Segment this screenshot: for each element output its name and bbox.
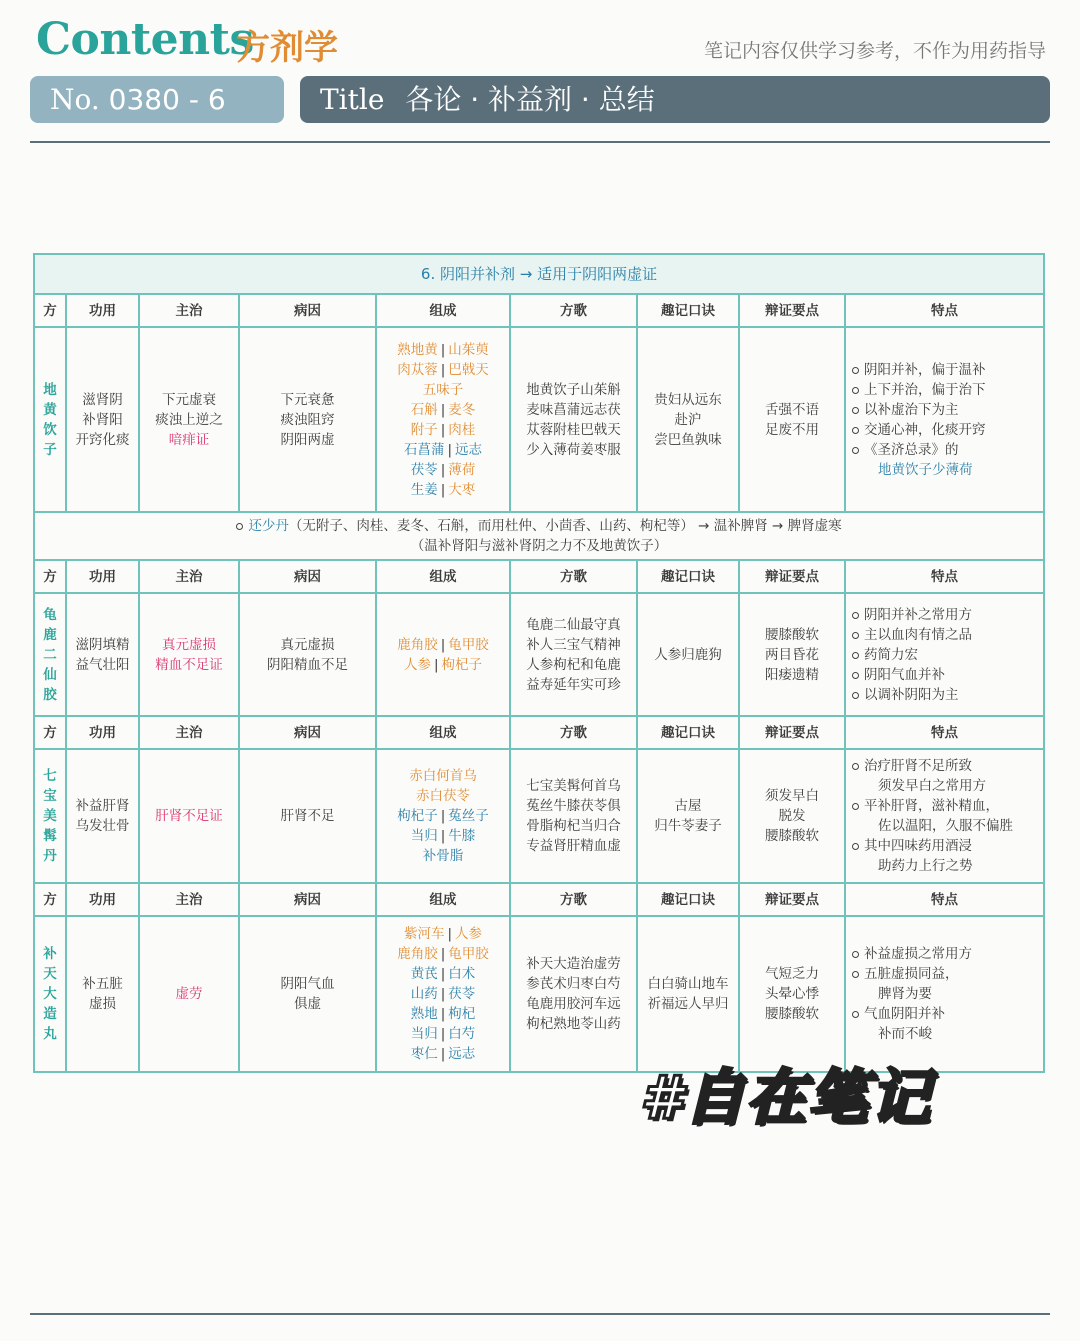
section-title: 6. 阴阳并补剂 → 适用于阴阳两虚证 (34, 254, 1044, 294)
herb-separator: | (440, 828, 446, 844)
verse-cell-line: 少入薄荷姜枣服 (526, 441, 621, 458)
feature-item: 上下并治，偏于治下 (852, 380, 1041, 400)
herb: 龟甲胶 (448, 636, 489, 653)
feature-item: 阴阳并补，偏于温补 (852, 360, 1041, 380)
mnemonic-cell-line: 古屋 (674, 798, 702, 814)
column-header: 方歌 (510, 560, 637, 593)
etiology-cell-line: 阴阳两虚 (280, 431, 335, 448)
mnemonic-cell (637, 593, 739, 716)
herb: 黄芪 (410, 966, 438, 982)
herb-separator: | (440, 1026, 446, 1042)
function-cell (66, 749, 139, 883)
column-header: 趣记口诀 (637, 560, 739, 593)
feature-item: 助药力上行之势 (878, 858, 973, 874)
column-header: 功用 (66, 716, 139, 749)
function-cell (66, 593, 139, 716)
feature-item: 须发早白之常用方 (878, 778, 986, 794)
verse-cell (510, 916, 637, 1072)
column-header: 组成 (376, 560, 510, 593)
herb: 肉苁蓉 (397, 361, 438, 378)
herb: 牛膝 (448, 828, 476, 844)
etiology-cell-line: 痰浊阻窍 (280, 411, 335, 428)
column-header: 特点 (845, 294, 1044, 327)
column-header: 主治 (139, 716, 239, 749)
herb: 当归 (410, 828, 438, 844)
herb-separator: | (447, 441, 453, 458)
mnemonic-cell-line: 祈福远人早归 (647, 996, 729, 1012)
column-header: 主治 (139, 883, 239, 916)
note-line-1: （无附子、肉桂、麦冬、石斛，而用杜仲、小茴香、山药、枸杞等） → 温补脾肾 → 脾肾虚寒 (288, 518, 842, 534)
function-cell-line: 滋阴填精 (75, 636, 130, 653)
column-header: 辩证要点 (739, 294, 845, 327)
herb: 菟丝子 (448, 808, 489, 824)
herb-separator: | (440, 401, 446, 418)
column-header: 病因 (239, 294, 376, 327)
formula-row (34, 327, 1044, 512)
feature-item: 平补肝肾，滋补精血， (852, 796, 1041, 816)
feature-item: 以补虚治下为主 (852, 400, 1041, 420)
function-cell-line: 益气壮阳 (75, 656, 130, 673)
mnemonic-cell-line: 尝巴鱼孰味 (654, 431, 722, 448)
indication-cell-line: 肝肾不足证 (155, 808, 223, 824)
column-header-row (34, 716, 1044, 749)
title-box (300, 76, 1050, 123)
verse-cell-line: 专益肾肝精血虚 (526, 838, 621, 854)
column-header-row (34, 560, 1044, 593)
feature-item: 阴阳并补之常用方 (852, 605, 1041, 625)
column-header: 组成 (376, 294, 510, 327)
column-header: 方 (34, 883, 66, 916)
herb-separator: | (440, 421, 446, 438)
feature-item: 主以血肉有情之品 (852, 625, 1041, 645)
verse-cell-line: 益寿延年实可珍 (526, 676, 621, 693)
key-points-cell (739, 749, 845, 883)
key-points-cell-line: 舌强不语 (765, 401, 819, 418)
features-list (848, 605, 1041, 705)
formula-table (33, 253, 1045, 1073)
formula-name-text: 补天大造丸 (43, 946, 57, 1042)
key-points-cell-line: 两目昏花 (765, 646, 819, 663)
feature-item: 交通心神，化痰开窍 (852, 420, 1041, 440)
herb: 枣仁 (410, 1046, 438, 1062)
note-formula-name: 还少丹 (248, 518, 289, 534)
function-cell-line: 补益肝肾 (75, 798, 130, 814)
etiology-cell (239, 749, 376, 883)
herb: 枸杞子 (397, 808, 438, 824)
note-row (34, 512, 1044, 560)
formula-name (34, 593, 66, 716)
bottom-divider (30, 1313, 1050, 1315)
herb: 熟地 (410, 1006, 438, 1022)
herb: 赤白何首乌 (409, 768, 477, 784)
key-points-cell-line: 足废不用 (765, 421, 819, 438)
etiology-cell-line: 阴阳气血 (280, 976, 335, 992)
feature-item: 《圣济总录》的 (852, 440, 1041, 460)
mnemonic-cell-line: 归牛苓妻子 (654, 818, 722, 834)
herb: 熟地黄 (397, 341, 438, 358)
table-body (34, 254, 1044, 1072)
column-header-row (34, 883, 1044, 916)
key-points-cell-line: 气短乏力 (765, 966, 819, 982)
column-header: 方 (34, 294, 66, 327)
verse-cell (510, 593, 637, 716)
herb-separator: | (440, 1006, 446, 1022)
bullet-icon (236, 523, 243, 530)
etiology-cell-line: 阴阳精血不足 (267, 656, 348, 673)
feature-item: 阴阳气血并补 (852, 665, 1041, 685)
key-points-cell-line: 须发早白 (765, 788, 819, 804)
column-header: 病因 (239, 883, 376, 916)
herb: 茯苓 (410, 461, 438, 478)
column-header: 病因 (239, 560, 376, 593)
feature-item: 补益虚损之常用方 (852, 944, 1041, 964)
indication-cell (139, 916, 239, 1072)
function-cell-line: 乌发壮骨 (75, 818, 130, 834)
top-divider (30, 141, 1050, 143)
key-points-cell-line: 头晕心悸 (765, 986, 819, 1002)
herb: 远志 (455, 441, 483, 458)
indication-cell-line: 精血不足证 (155, 656, 223, 673)
herb: 石菖蒲 (403, 441, 445, 458)
key-points-cell-line: 脱发 (778, 808, 806, 824)
column-header: 功用 (66, 883, 139, 916)
formula-name (34, 916, 66, 1072)
herb: 白术 (448, 966, 476, 982)
herb: 赤白茯苓 (416, 788, 470, 804)
contents-heading: Contents (36, 14, 254, 65)
mnemonic-cell-line: 白白骑山地车 (647, 976, 729, 992)
verse-cell-line: 麦味菖蒲远志茯 (526, 401, 621, 418)
key-points-cell-line: 腰膝酸软 (765, 626, 819, 643)
etiology-cell-line: 真元虚损 (280, 636, 335, 653)
note-number-box (30, 76, 284, 123)
title-label: Title (320, 83, 385, 116)
note-line-2: （温补肾阳与滋补肾阴之力不及地黄饮子） (410, 538, 668, 554)
herb-separator: | (440, 636, 446, 653)
verse-cell (510, 327, 637, 512)
herb: 紫河车 (403, 926, 445, 942)
verse-cell-line: 龟鹿二仙最守真 (526, 616, 621, 633)
subject-heading: 方剂学 (236, 28, 338, 68)
column-header: 特点 (845, 716, 1044, 749)
function-cell (66, 327, 139, 512)
herb: 石斛 (410, 401, 438, 418)
etiology-cell-line: 俱虚 (294, 996, 321, 1012)
composition-cell (376, 749, 510, 883)
indication-cell-line: 虚劳 (175, 986, 203, 1002)
mnemonic-cell-line: 赴沪 (674, 411, 702, 428)
column-header-row (34, 294, 1044, 327)
herb: 肉桂 (448, 421, 476, 438)
herb: 远志 (448, 1046, 476, 1062)
verse-cell-line: 补人三宝气精神 (526, 636, 621, 653)
formula-name-text: 七宝美髯丹 (43, 768, 57, 864)
herb: 大枣 (448, 481, 476, 498)
column-header: 组成 (376, 716, 510, 749)
column-header: 方歌 (510, 716, 637, 749)
watermark: #自在笔记 (640, 1063, 932, 1133)
herb: 鹿角胶 (397, 946, 438, 962)
feature-item: 补而不峻 (878, 1026, 932, 1042)
column-header: 特点 (845, 883, 1044, 916)
herb: 生姜 (410, 481, 438, 498)
indication-cell (139, 749, 239, 883)
function-cell-line: 虚损 (89, 996, 116, 1012)
feature-item: 地黄饮子少薄荷 (878, 461, 973, 478)
herb: 麦冬 (448, 401, 476, 418)
key-points-cell-line: 腰膝酸软 (765, 1006, 819, 1022)
etiology-cell-line: 下元衰惫 (280, 391, 335, 408)
herb-separator: | (433, 656, 439, 673)
herb: 鹿角胶 (397, 636, 438, 653)
herb-separator: | (440, 341, 446, 358)
features-cell (845, 916, 1044, 1072)
etiology-cell-line: 肝肾不足 (280, 808, 335, 824)
herb-separator: | (447, 926, 453, 942)
feature-item: 脾肾为要 (878, 986, 932, 1002)
herb: 山茱萸 (448, 341, 489, 358)
column-header: 辩证要点 (739, 716, 845, 749)
herb: 枸杞 (448, 1006, 476, 1022)
features-list (848, 944, 1041, 1044)
key-points-cell (739, 327, 845, 512)
column-header: 趣记口诀 (637, 883, 739, 916)
herb: 枸杞子 (441, 656, 483, 673)
etiology-cell (239, 593, 376, 716)
column-header: 病因 (239, 716, 376, 749)
function-cell-line: 补肾阳 (82, 411, 123, 428)
no-value: 0380 - 6 (108, 83, 226, 116)
feature-item: 气血阴阳并补 (852, 1004, 1041, 1024)
formula-name (34, 327, 66, 512)
herb: 山药 (410, 986, 438, 1002)
etiology-cell (239, 916, 376, 1072)
key-points-cell (739, 916, 845, 1072)
formula-name-text: 龟鹿二仙胶 (43, 606, 57, 703)
etiology-cell (239, 327, 376, 512)
herb: 补骨脂 (422, 848, 464, 864)
indication-cell-line: 喑痱证 (168, 431, 210, 448)
formula-row (34, 593, 1044, 716)
disclaimer-note: 笔记内容仅供学习参考，不作为用药指导 (703, 40, 1046, 62)
herb: 茯苓 (448, 986, 476, 1002)
column-header: 方 (34, 716, 66, 749)
function-cell (66, 916, 139, 1072)
indication-cell-line: 真元虚损 (162, 636, 216, 653)
column-header: 组成 (376, 883, 510, 916)
features-cell (845, 749, 1044, 883)
formula-name-text: 地黄饮子 (43, 381, 57, 458)
mnemonic-cell-line: 贵妇从远东 (654, 391, 722, 408)
column-header: 趣记口诀 (637, 716, 739, 749)
verse-cell-line: 七宝美髯何首乌 (526, 778, 621, 794)
formula-name (34, 749, 66, 883)
function-cell-line: 滋肾阴 (82, 391, 123, 408)
verse-cell-line: 地黄饮子山茱斛 (526, 381, 621, 398)
herb-separator: | (440, 946, 446, 962)
column-header: 特点 (845, 560, 1044, 593)
herb-separator: | (440, 966, 446, 982)
herb: 当归 (410, 1026, 438, 1042)
verse-cell-line: 骨脂枸杞当归合 (526, 818, 621, 834)
herb-separator: | (440, 461, 446, 478)
mnemonic-cell (637, 916, 739, 1072)
herb: 五味子 (422, 381, 464, 398)
column-header: 主治 (139, 560, 239, 593)
herb: 人参 (455, 926, 483, 942)
indication-cell (139, 327, 239, 512)
features-cell (845, 327, 1044, 512)
column-header: 主治 (139, 294, 239, 327)
composition-cell (376, 327, 510, 512)
mnemonic-cell (637, 749, 739, 883)
key-points-cell-line: 阳痿遗精 (765, 666, 819, 683)
column-header: 辩证要点 (739, 560, 845, 593)
verse-cell (510, 749, 637, 883)
herb-separator: | (440, 986, 446, 1002)
mnemonic-cell (637, 327, 739, 512)
formula-row (34, 749, 1044, 883)
features-list (848, 756, 1041, 876)
verse-cell-line: 枸杞熟地苓山药 (526, 1016, 621, 1032)
herb-separator: | (440, 361, 446, 378)
verse-cell-line: 龟鹿用胶河车远 (526, 996, 621, 1012)
indication-cell (139, 593, 239, 716)
function-cell-line: 补五脏 (82, 976, 123, 992)
herb-separator: | (440, 1046, 446, 1062)
composition-cell (376, 916, 510, 1072)
composition-cell (376, 593, 510, 716)
herb: 附子 (410, 421, 438, 438)
feature-item: 佐以温阳，久服不偏胜 (878, 818, 1013, 834)
column-header: 方 (34, 560, 66, 593)
herb: 龟甲胶 (448, 946, 489, 962)
column-header: 功用 (66, 294, 139, 327)
no-label: No. (50, 83, 100, 116)
note-cell (34, 512, 1044, 560)
features-list (848, 360, 1041, 480)
features-cell (845, 593, 1044, 716)
column-header: 方歌 (510, 294, 637, 327)
indication-cell-line: 痰浊上逆之 (155, 411, 223, 428)
verse-cell-line: 补天大造治虚劳 (526, 956, 621, 972)
herb: 白芍 (448, 1026, 476, 1042)
column-header: 趣记口诀 (637, 294, 739, 327)
verse-cell-line: 苁蓉附桂巴戟天 (526, 421, 621, 438)
herb: 人参 (403, 656, 431, 673)
indication-cell-line: 下元虚衰 (162, 391, 216, 408)
column-header: 辩证要点 (739, 883, 845, 916)
key-points-cell-line: 腰膝酸软 (765, 828, 819, 844)
herb-separator: | (440, 808, 446, 824)
verse-cell-line: 参芪术归枣白芍 (526, 976, 621, 992)
column-header: 功用 (66, 560, 139, 593)
verse-cell-line: 人参枸杞和龟鹿 (526, 656, 621, 673)
column-header: 方歌 (510, 883, 637, 916)
feature-item: 治疗肝肾不足所致 (852, 756, 1041, 776)
feature-item: 药简力宏 (852, 645, 1041, 665)
herb: 薄荷 (448, 461, 476, 478)
key-points-cell (739, 593, 845, 716)
feature-item: 其中四味药用酒浸 (852, 836, 1041, 856)
mnemonic-cell-line: 人参归鹿狗 (654, 646, 722, 663)
formula-row (34, 916, 1044, 1072)
verse-cell-line: 菟丝牛膝茯苓俱 (526, 798, 621, 814)
herb: 巴戟天 (448, 361, 489, 378)
function-cell-line: 开窍化痰 (75, 431, 130, 448)
feature-item: 五脏虚损同益， (852, 964, 1041, 984)
title-value: 各论 · 补益剂 · 总结 (405, 83, 655, 116)
herb-separator: | (440, 481, 446, 498)
feature-item: 以调补阴阳为主 (852, 685, 1041, 705)
